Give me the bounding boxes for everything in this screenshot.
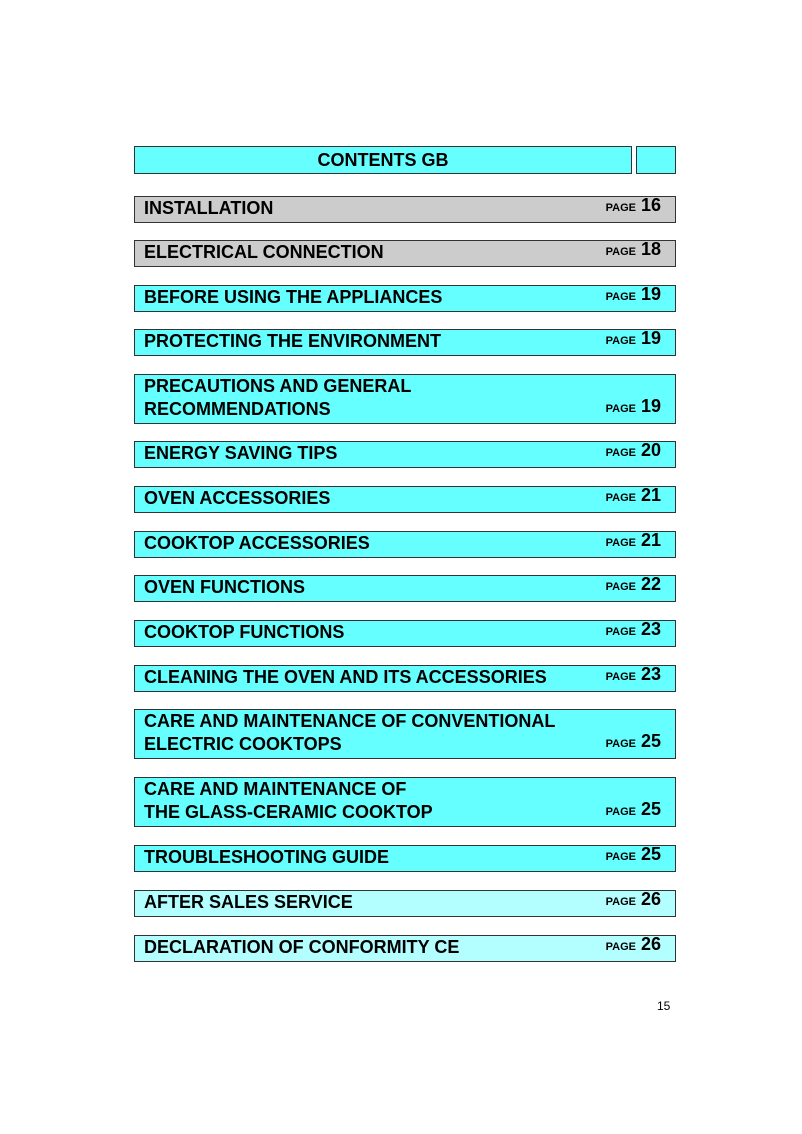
page-label: PAGE <box>605 581 636 593</box>
toc-entry-title: PROTECTING THE ENVIRONMENT <box>144 331 442 351</box>
toc-entry[interactable] <box>134 441 676 468</box>
toc-entry-page <box>606 238 661 264</box>
toc-entry-title: AFTER SALES SERVICE <box>144 892 353 912</box>
toc-entry-title: TROUBLESHOOTING GUIDE <box>144 847 390 867</box>
page-label: PAGE <box>605 246 636 258</box>
page-number-value: 19 <box>640 284 661 304</box>
toc-entry-title: COOKTOP ACCESSORIES <box>144 533 370 553</box>
page-number-value: 19 <box>640 396 661 416</box>
page-number-value: 25 <box>640 799 661 819</box>
page-label: PAGE <box>605 671 636 683</box>
page-number-value: 20 <box>640 440 661 460</box>
page-label: PAGE <box>605 738 636 750</box>
toc-entry[interactable] <box>134 486 676 513</box>
toc-entry-page <box>606 663 661 689</box>
toc-entry-page <box>606 798 661 824</box>
toc-entry-page <box>606 194 661 220</box>
toc-entry[interactable] <box>134 777 676 827</box>
toc-entry[interactable] <box>134 890 676 917</box>
page-label: PAGE <box>605 537 636 549</box>
toc-entry-title: BEFORE USING THE APPLIANCES <box>144 287 443 307</box>
page-label: PAGE <box>605 335 636 347</box>
page-number-value: 21 <box>640 485 661 505</box>
toc-entry-title: CARE AND MAINTENANCE OF THE GLASS-CERAMIC COOKTOP <box>144 779 433 822</box>
page-number-value: 23 <box>640 619 661 639</box>
toc-entry-title: OVEN FUNCTIONS <box>144 577 306 597</box>
toc-entry-title: CLEANING THE OVEN AND ITS ACCESSORIES <box>144 667 547 687</box>
page-number-value: 25 <box>640 731 661 751</box>
page-label: PAGE <box>605 492 636 504</box>
toc-entry[interactable] <box>134 620 676 647</box>
page-number-value: 23 <box>640 664 661 684</box>
page-number-value: 16 <box>640 195 661 215</box>
page-label: PAGE <box>605 403 636 415</box>
page-label: PAGE <box>605 851 636 863</box>
page-number-value: 26 <box>640 934 661 954</box>
toc-entry[interactable] <box>134 531 676 558</box>
page-label: PAGE <box>605 806 636 818</box>
toc-entry-page <box>606 888 661 914</box>
toc-entry-page <box>606 529 661 555</box>
toc-entry[interactable] <box>134 935 676 962</box>
toc-entry[interactable] <box>134 374 676 424</box>
toc-entry-title: INSTALLATION <box>144 198 274 218</box>
toc-entry-page <box>606 484 661 510</box>
toc-entry-page <box>606 933 661 959</box>
toc-entry-title: ELECTRICAL CONNECTION <box>144 242 384 262</box>
toc-entry-title: ENERGY SAVING TIPS <box>144 443 338 463</box>
page-number-value: 21 <box>640 530 661 550</box>
toc-entry-title: CARE AND MAINTENANCE OF CONVENTIONAL ELECTRIC COOKTOPS <box>144 711 556 754</box>
toc-entry-page <box>606 395 661 421</box>
toc-entry[interactable] <box>134 575 676 602</box>
toc-entry[interactable] <box>134 845 676 872</box>
toc-entry[interactable] <box>134 196 676 223</box>
page-label: PAGE <box>605 941 636 953</box>
page-label: PAGE <box>605 447 636 459</box>
page-label: PAGE <box>605 626 636 638</box>
toc-entry[interactable] <box>134 329 676 356</box>
toc-entry-title: DECLARATION OF CONFORMITY CE <box>144 937 460 957</box>
toc-entry[interactable] <box>134 665 676 692</box>
page-number-value: 26 <box>640 889 661 909</box>
page-label: PAGE <box>605 202 636 214</box>
toc-entry-title: OVEN ACCESSORIES <box>144 488 331 508</box>
toc-entry[interactable] <box>134 240 676 267</box>
toc-entry[interactable] <box>134 285 676 312</box>
toc-entry-page <box>606 730 661 756</box>
contents-title-side-box <box>636 146 676 174</box>
page-number: 15 <box>657 999 671 1013</box>
toc-entry-page <box>606 843 661 869</box>
toc-entry-title: COOKTOP FUNCTIONS <box>144 622 345 642</box>
toc-entry-page <box>606 618 661 644</box>
page-number-value: 19 <box>640 328 661 348</box>
page-label: PAGE <box>605 896 636 908</box>
page-number-value: 25 <box>640 844 661 864</box>
page-number-value: 22 <box>640 574 661 594</box>
toc-entry[interactable] <box>134 709 676 759</box>
toc-entry-page <box>606 327 661 353</box>
toc-entry-page <box>606 439 661 465</box>
toc-entry-page <box>606 283 661 309</box>
toc-entry-title: PRECAUTIONS AND GENERAL RECOMMENDATIONS <box>144 376 412 419</box>
page-number-value: 18 <box>640 239 661 259</box>
page-label: PAGE <box>605 291 636 303</box>
toc-entry-page <box>606 573 661 599</box>
contents-title: CONTENTS GB <box>134 146 632 174</box>
